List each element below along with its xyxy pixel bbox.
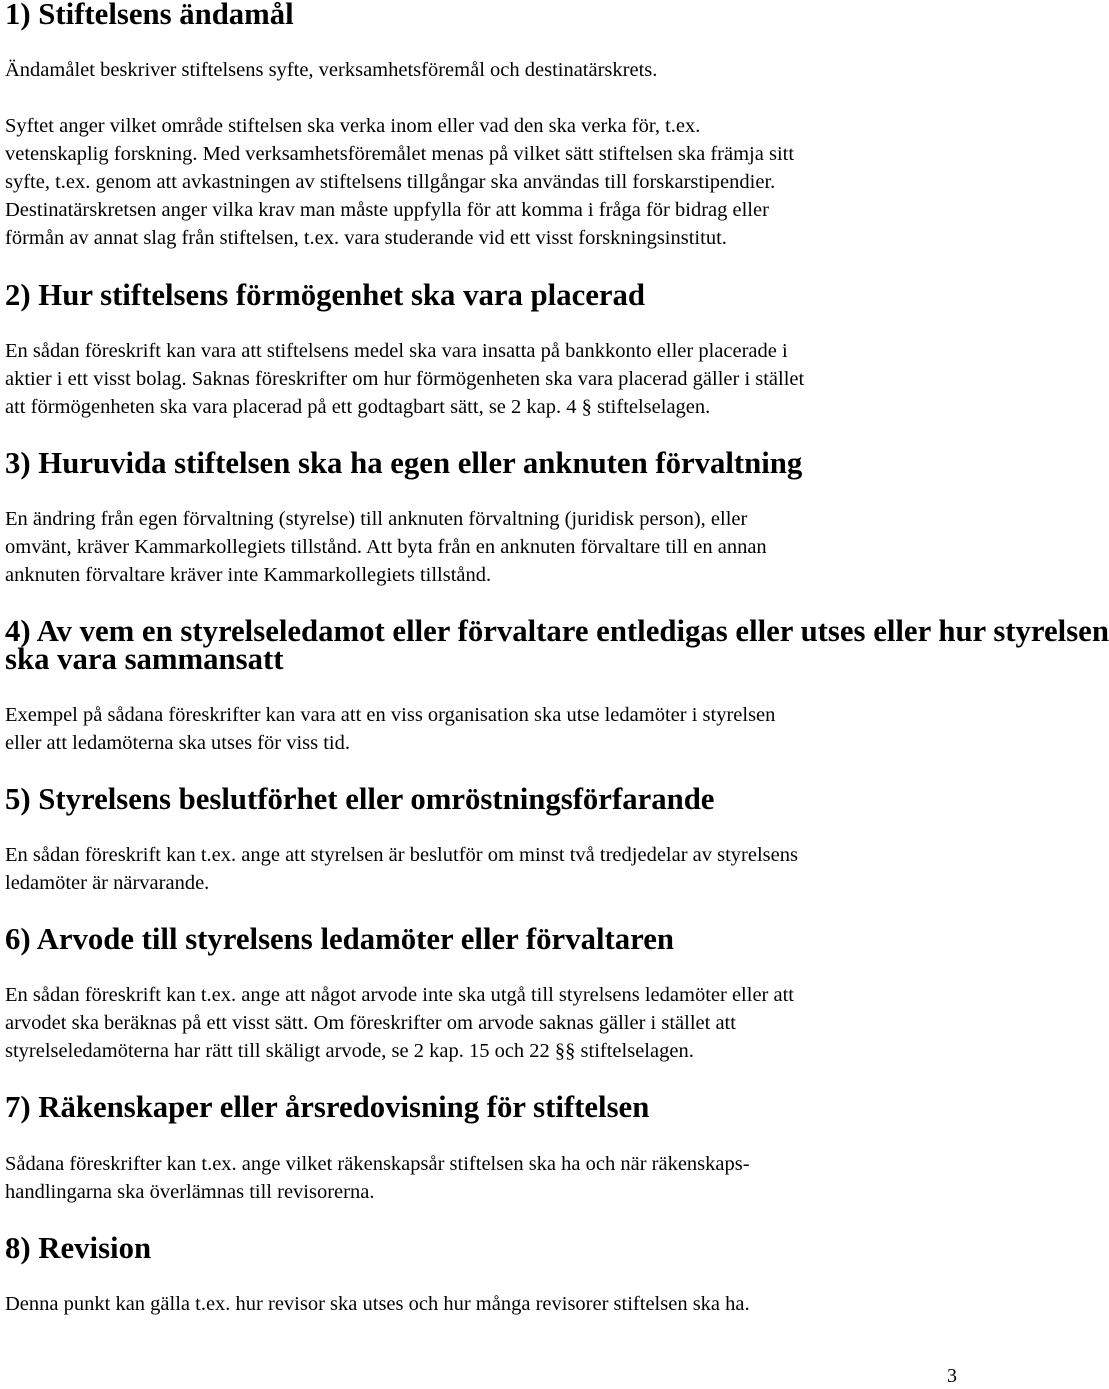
text-line: Exempel på sådana föreskrifter kan vara att en viss organisation ska utse ledamöter i styrelsen xyxy=(5,704,776,726)
text-line: En ändring från egen förvaltning (styrelse) till anknuten förvaltning (juridisk person), eller xyxy=(5,508,748,530)
text-line: Ändamålet beskriver stiftelsens syfte, verksamhetsföremål och destinatärskrets. xyxy=(5,59,658,81)
page-number: 3 xyxy=(947,1365,957,1387)
section-4-heading xyxy=(5,614,1109,676)
text-line: En sådan föreskrift kan vara att stiftelsens medel ska vara insatta på bankkonto eller placerade i xyxy=(5,340,788,362)
text-line: ledamöter är närvarande. xyxy=(5,872,210,894)
text-line: arvodet ska beräknas på ett visst sätt. Om föreskrifter om arvode saknas gäller i stället att xyxy=(5,1012,736,1034)
section-8-paragraph-1 xyxy=(5,1290,955,1318)
text-line: styrelseledamöterna har rätt till skäligt arvode, se 2 kap. 15 och 22 §§ stiftelselagen. xyxy=(5,1040,694,1062)
heading-line: ska vara sammansatt xyxy=(5,642,284,676)
section-4-paragraph-1 xyxy=(5,701,955,757)
section-1-paragraph-1 xyxy=(5,56,955,84)
text-line: vetenskaplig forskning. Med verksamhetsföremålet menas på vilket sätt stiftelsen ska främja sitt xyxy=(5,143,795,165)
text-line: förmån av annat slag från stiftelsen, t.ex. vara studerande vid ett visst forskningsinstitut. xyxy=(5,227,727,249)
heading-line: 4) Av vem en styrelseledamot eller förvaltare entledigas eller utses eller hur styrelsen xyxy=(5,614,1109,648)
text-line: att förmögenheten ska vara placerad på ett godtagbart sätt, se 2 kap. 4 § stiftelselagen. xyxy=(5,396,711,418)
text-line: omvänt, kräver Kammarkollegiets tillstånd. Att byta från en anknuten förvaltare till en annan xyxy=(5,536,767,558)
section-1-paragraph-2 xyxy=(5,112,955,252)
section-3-heading: 3) Huruvida stiftelsen ska ha egen eller anknuten förvaltning xyxy=(5,446,803,480)
section-5-heading: 5) Styrelsens beslutförhet eller omröstningsförfarande xyxy=(5,782,715,816)
section-6-heading: 6) Arvode till styrelsens ledamöter eller förvaltaren xyxy=(5,922,674,956)
text-line: En sådan föreskrift kan t.ex. ange att något arvode inte ska utgå till styrelsens ledamöter eller att xyxy=(5,984,794,1006)
text-line: eller att ledamöterna ska utses för viss tid. xyxy=(5,732,350,754)
section-3-paragraph-1 xyxy=(5,505,955,589)
text-line: aktier i ett visst bolag. Saknas föreskrifter om hur förmögenheten ska vara placerad gäller i stället xyxy=(5,368,805,390)
section-7-heading: 7) Räkenskaper eller årsredovisning för stiftelsen xyxy=(5,1090,650,1124)
section-8-heading: 8) Revision xyxy=(5,1231,152,1265)
section-5-paragraph-1 xyxy=(5,841,955,897)
text-line: En sådan föreskrift kan t.ex. ange att styrelsen är beslutför om minst två tredjedelar av styrelsens xyxy=(5,844,798,866)
text-line: Syftet anger vilket område stiftelsen ska verka inom eller vad den ska verka för, t.ex. xyxy=(5,115,701,137)
text-line: Destinatärskretsen anger vilka krav man måste uppfylla för att komma i fråga för bidrag eller xyxy=(5,199,769,221)
section-6-paragraph-1 xyxy=(5,981,955,1065)
section-1-heading: 1) Stiftelsens ändamål xyxy=(5,0,294,31)
text-line: Denna punkt kan gälla t.ex. hur revisor ska utses och hur många revisorer stiftelsen ska ha. xyxy=(5,1293,750,1315)
section-2-paragraph-1 xyxy=(5,337,955,421)
text-line: handlingarna ska överlämnas till revisorerna. xyxy=(5,1181,375,1203)
text-line: anknuten förvaltare kräver inte Kammarkollegiets tillstånd. xyxy=(5,564,492,586)
section-7-paragraph-1 xyxy=(5,1150,955,1206)
text-line: Sådana föreskrifter kan t.ex. ange vilket räkenskapsår stiftelsen ska ha och när räkenskaps- xyxy=(5,1153,750,1175)
section-2-heading: 2) Hur stiftelsens förmögenhet ska vara placerad xyxy=(5,278,645,312)
text-line: syfte, t.ex. genom att avkastningen av stiftelsens tillgångar ska användas till forskarstipendier. xyxy=(5,171,776,193)
